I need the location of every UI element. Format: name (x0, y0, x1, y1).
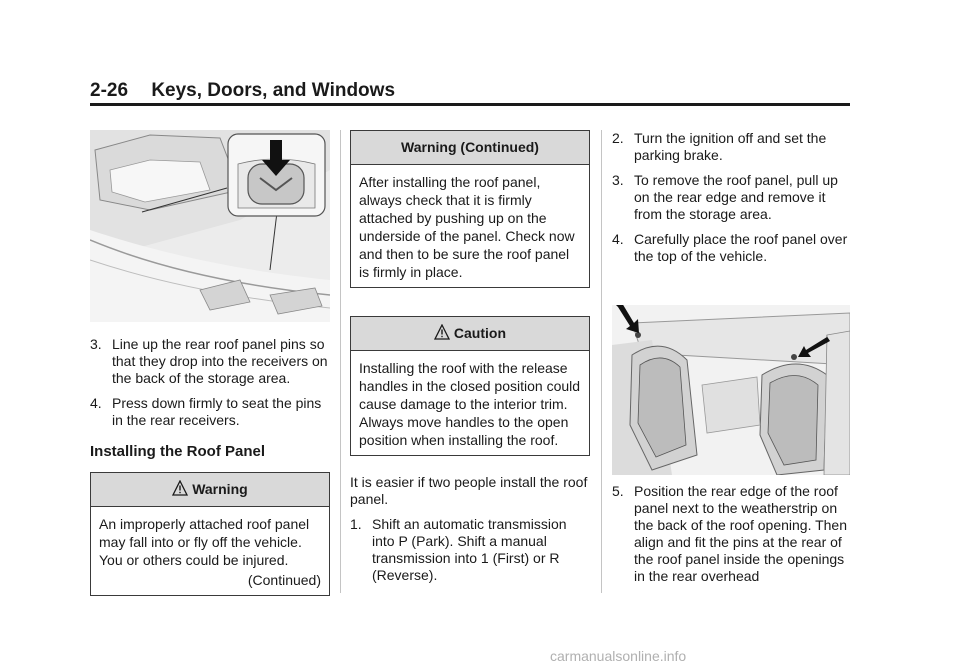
chapter-title: Keys, Doors, and Windows (151, 80, 396, 101)
roof-panel-illustration (612, 305, 850, 475)
storage-area-illustration (90, 130, 330, 322)
warning-continued-text: After installing the roof panel, always check that it is firmly attached by pushing up on the underside of the panel. Check now and then to be sure the roof panel is firmly in place. (359, 174, 575, 280)
step-number: 1. (350, 516, 362, 532)
steps-list (90, 336, 330, 429)
step-number: 4. (90, 395, 102, 411)
list-item (612, 172, 852, 223)
step-text: Position the rear edge of the roof panel next to the weatherstrip on the back of the roof opening. Then align and fit the pins at the rear of the roof panel inside the openings in the rear overhead (634, 483, 848, 584)
column-2 (350, 130, 590, 592)
list-item (350, 516, 590, 584)
warning-continued-box (350, 130, 590, 288)
caution-icon (434, 325, 454, 341)
header-rule (90, 103, 850, 106)
caution-box (350, 316, 590, 456)
intro-paragraph: It is easier if two people install the roof panel. (350, 474, 588, 507)
column-1 (90, 130, 330, 596)
list-item (612, 231, 852, 265)
column-divider (601, 130, 602, 593)
warning-box-header (91, 473, 329, 507)
step-text: Line up the rear roof panel pins so that they drop into the receivers on the back of the storage area. (112, 336, 328, 386)
list-item (612, 483, 852, 585)
caution-box-header (351, 317, 589, 351)
step-text: Press down firmly to seat the pins in the rear receivers. (112, 395, 322, 428)
continued-label: (Continued) (247, 572, 321, 588)
list-item (90, 336, 330, 387)
step-text: To remove the roof panel, pull up on the rear edge and remove it from the storage area. (634, 172, 838, 222)
caution-text: Installing the roof with the release handles in the closed position could cause damage to the interior trim. Always move handles to the open position when installing the roof. (359, 360, 581, 448)
warning-continued-header: Warning (Continued) (351, 131, 589, 165)
section-number: 2-26 (90, 80, 129, 101)
steps-list (612, 483, 852, 585)
step-text: Carefully place the roof panel over the top of the vehicle. (634, 231, 848, 264)
warning-title: Warning (192, 481, 248, 497)
column-3 (612, 130, 852, 593)
list-item (612, 130, 852, 164)
step-text: Turn the ignition off and set the parking brake. (634, 130, 827, 163)
column-divider (340, 130, 341, 593)
warning-box (90, 472, 330, 596)
step-number: 2. (612, 130, 624, 146)
warning-icon (172, 481, 192, 497)
caution-title: Caution (453, 325, 506, 341)
step-number: 5. (612, 483, 624, 499)
watermark: carmanualsonline.info (550, 648, 687, 664)
step-number: 3. (90, 336, 102, 352)
section-heading: Installing the Roof Panel (90, 443, 266, 460)
step-text: Shift an automatic transmission into P (Park). Shift a manual transmission into 1 (First) or R (Reverse). (372, 516, 567, 583)
list-item (90, 395, 330, 429)
warning-text: An improperly attached roof panel may fall into or fly off the vehicle. You or others could be injured. (99, 516, 310, 568)
step-number: 4. (612, 231, 624, 247)
step-number: 3. (612, 172, 624, 188)
steps-list (350, 516, 590, 584)
steps-list (612, 130, 852, 265)
page-header (90, 80, 395, 102)
